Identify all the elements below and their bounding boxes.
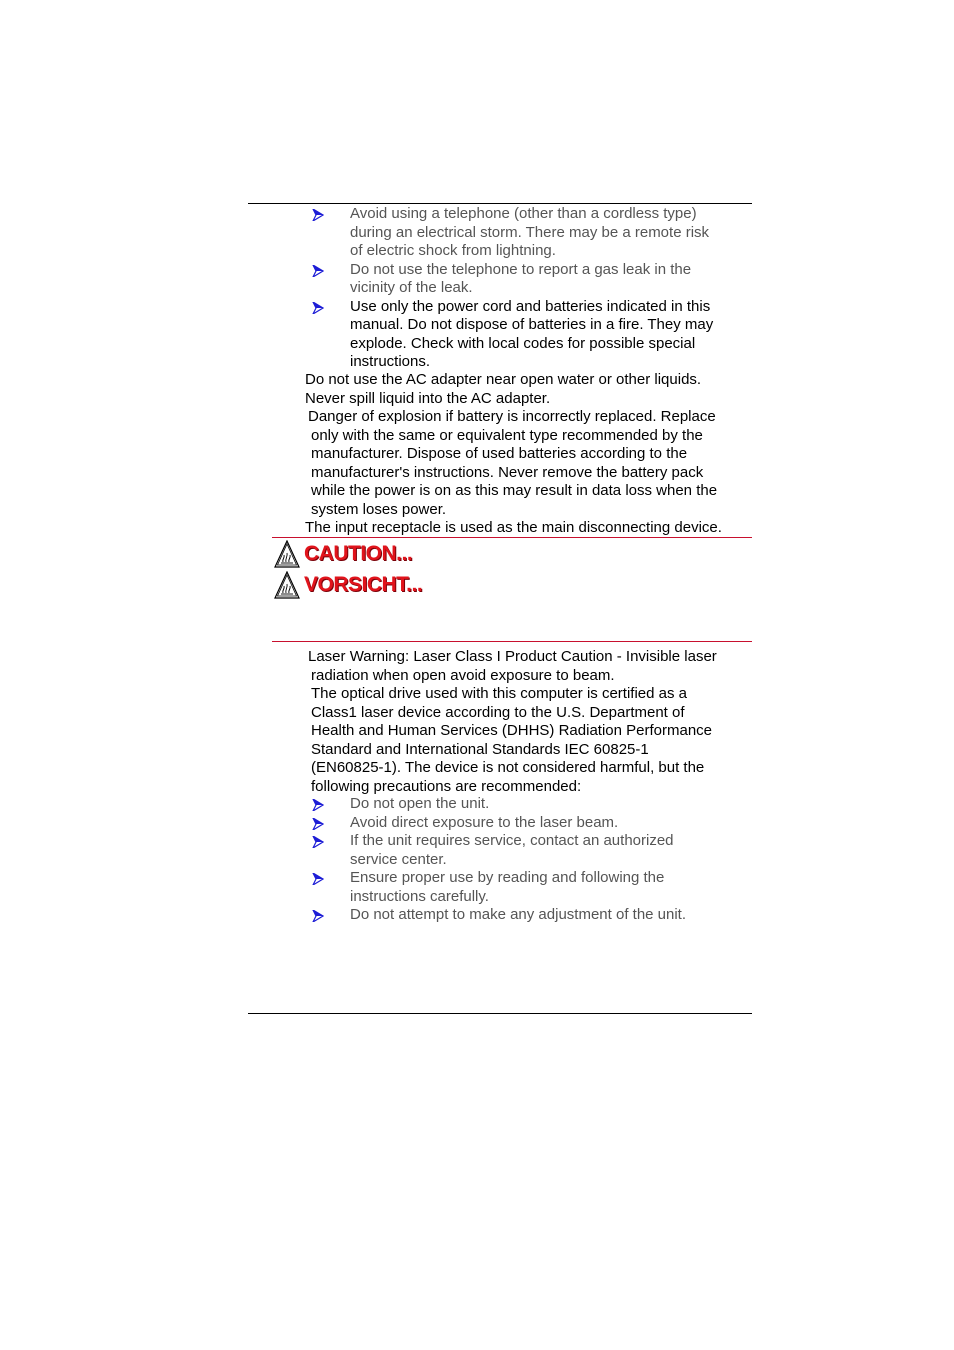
input-receptacle-note: The input receptacle is used as the main disconnecting device. [305,519,722,536]
laser-warning: Laser Warning: Laser Class I Product Caution - Invisible laser radiation when open avoid exposure to beam. The optical drive used with this computer is certified as a Class1 laser device according to the U.S. Department of Health and Human Services (DHHS) Radiation Performance Standard and International Standards IEC 60825-1 (EN60825-1). The device is not considered harmful, but the following precautions are recommended: [308,648,717,795]
safety-list-1 [312,205,752,372]
list-item-text: Do not use the telephone to report a gas leak in the vicinity of the leak. [350,260,692,296]
list-item-text: Avoid using a telephone (other than a cordless type) during an electrical storm. There may be a remote risk of electric shock from lightning. [350,205,710,259]
arrowhead-bullet-icon [312,799,324,811]
list-item [312,205,752,261]
list-item-text: Use only the power cord and batteries indicated in this manual. Do not dispose of batteries in a fire. They may explode. Check with local codes for possible special instructions. [350,297,714,370]
arrowhead-bullet-icon [312,836,324,848]
arrowhead-bullet-icon [312,818,324,830]
arrowhead-bullet-icon [312,209,324,221]
caution-bottom-rule [272,641,752,642]
list-item-text: Do not attempt to make any adjustment of the unit. [350,906,687,923]
arrowhead-bullet-icon [312,265,324,277]
header-rule [248,203,752,204]
list-item-text: Do not open the unit. [350,795,490,812]
list-item-text: Avoid direct exposure to the laser beam. [350,813,619,831]
arrowhead-bullet-icon [312,873,324,885]
arrowhead-bullet-icon [312,302,324,314]
list-item [312,298,752,372]
arrowhead-bullet-icon [312,910,324,922]
list-item [312,795,752,814]
list-item-text: If the unit requires service, contact an authorized service center. [350,832,674,868]
list-item [312,906,752,925]
caution-label: CAUTION... [304,542,413,565]
list-item [312,261,752,298]
list-item-text: Ensure proper use by reading and following the instructions carefully. [350,869,665,905]
footer-rule [248,1013,752,1014]
caution-heading [274,540,412,568]
hot-surface-warning-icon [274,540,300,568]
vorsicht-heading [274,571,422,599]
vorsicht-label: VORSICHT... [304,573,423,596]
hot-surface-warning-icon [274,571,300,599]
safety-list-2 [312,795,752,925]
battery-warning: Danger of explosion if battery is incorrectly replaced. Replace only with the same or equivalent type recommended by the manufacturer. Dispose of used batteries according to the manufacturer's instructions. Never remove the battery pack while the power is on as this may result in data loss when the system loses power. [308,408,718,518]
list-item [312,814,752,833]
list-item [312,869,752,906]
list-item [312,832,752,869]
caution-top-rule [272,537,752,538]
ac-adapter-warning: Do not use the AC adapter near open water or other liquids. Never spill liquid into the AC adapter. [305,371,702,407]
